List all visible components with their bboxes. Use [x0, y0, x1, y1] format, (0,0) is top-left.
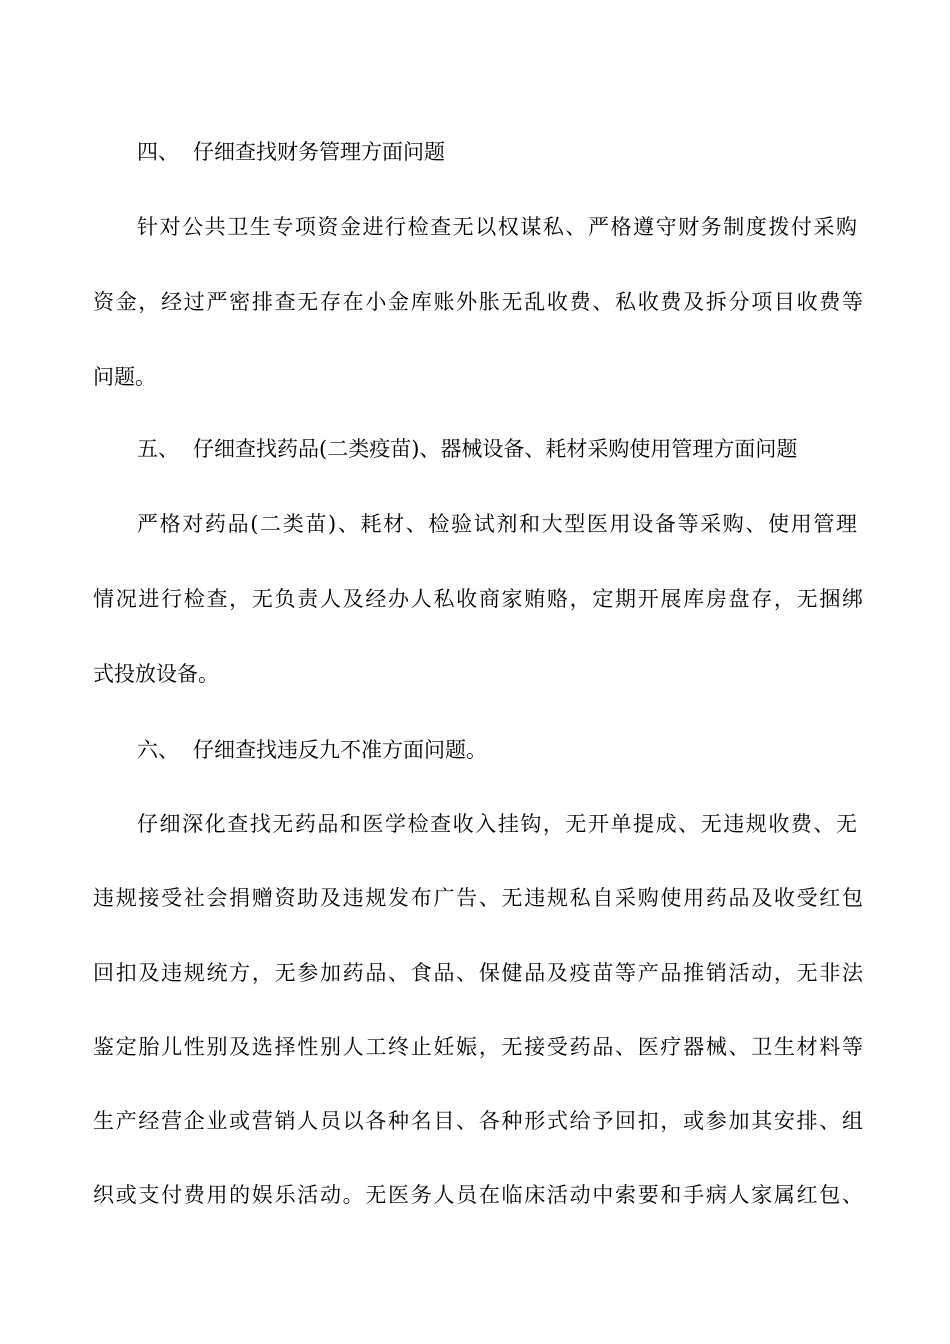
paragraph-line: 鉴定胎儿性别及选择性别人工终止妊娠，无接受药品、医疗器械、卫生材料等: [93, 1035, 863, 1059]
section-number: 四、: [137, 140, 179, 164]
paragraph-line: 织或支付费用的娱乐活动。无医务人员在临床活动中索要和手病人家属红包、: [93, 1183, 863, 1207]
section-heading-5: [137, 434, 857, 464]
paragraph-line: 回扣及违规统方，无参加药品、食品、保健品及疫苗等产品推销活动，无非法: [93, 961, 863, 985]
section-title: 仔细查找违反九不准方面问题。: [193, 738, 487, 762]
paragraph-line: 严格对药品(二类苗)、耗材、检验试剂和大型医用设备等采购、使用管理: [137, 512, 857, 536]
paragraph-line: 式投放设备。: [93, 662, 219, 686]
paragraph-line: 资金，经过严密排查无存在小金库账外胀无乱收费、私收费及拆分项目收费等: [93, 290, 863, 314]
paragraph-line: 生产经营企业或营销人员以各种名目、各种形式给予回扣，或参加其安排、组: [93, 1109, 863, 1133]
section-title: 仔细查找财务管理方面问题: [193, 140, 445, 164]
paragraph-line: 情况进行检查，无负责人及经办人私收商家贿赂，定期开展库房盘存，无捆绑: [93, 587, 863, 611]
paragraph-line: 违规接受社会捐赠资助及违规发布广告、无违规私自采购使用药品及收受红包: [93, 886, 863, 910]
section-number: 五、: [137, 437, 179, 461]
paragraph-line: 问题。: [93, 365, 156, 389]
section-heading-6: [137, 735, 907, 765]
section-heading-4: [137, 137, 907, 167]
section-number: 六、: [137, 738, 179, 762]
paragraph-line: 仔细深化查找无药品和医学检查收入挂钩，无开单提成、无违规收费、无: [137, 812, 857, 836]
section-title: 仔细查找药品(二类疫苗)、器械设备、耗材采购使用管理方面问题: [193, 437, 798, 461]
paragraph-line: 针对公共卫生专项资金进行检查无以权谋私、严格遵守财务制度拨付采购: [137, 215, 857, 239]
